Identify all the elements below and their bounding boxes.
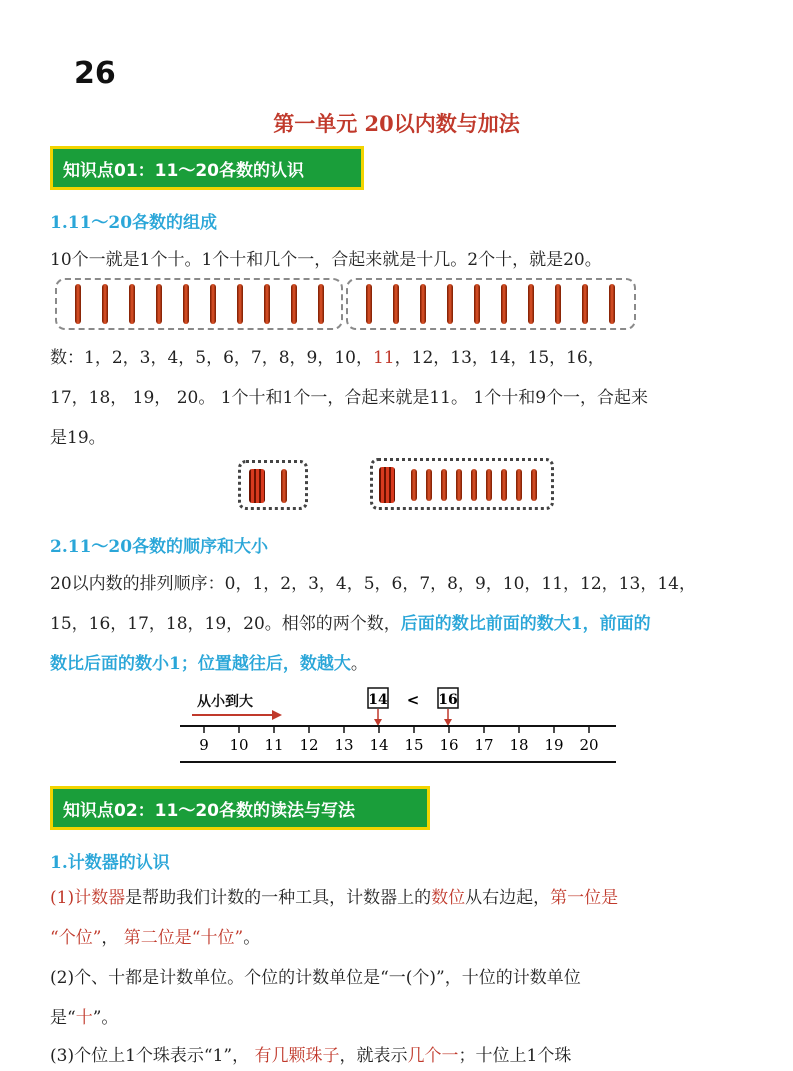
count-line-2: 17，18， 19， 20。 1个十和1个一，合起来就是11。 1个十和9个一，合起来: [50, 388, 649, 408]
how-many-ones: 几个一: [407, 1046, 459, 1066]
tick-label: 9: [199, 736, 209, 754]
single-stick: [411, 469, 417, 501]
single-stick: [486, 469, 492, 501]
counting-stick: [609, 284, 615, 324]
period: 。: [243, 928, 261, 948]
tick-label: 17: [474, 736, 494, 754]
counting-stick: [447, 284, 453, 324]
counting-stick: [75, 284, 81, 324]
tick-label: 20: [579, 736, 599, 754]
compare-left: 14: [368, 692, 388, 708]
ten-term: 十: [75, 1008, 93, 1028]
counter-para-3-line-1: [50, 1046, 571, 1066]
knowledge-point-2-box: [50, 786, 430, 830]
single-stick: [471, 469, 477, 501]
tick-label: 15: [404, 736, 424, 754]
single-stick: [531, 469, 537, 501]
order-rule-1: 后面的数比前面的数大1，前面的: [400, 614, 651, 634]
knowledge-point-1-label: 知识点01：11～20各数的认识: [63, 160, 304, 181]
counting-stick: [393, 284, 399, 324]
count-numbers-rest: ，12，13，14，15，16，: [394, 348, 605, 368]
count-line-3: 是19。: [50, 428, 106, 448]
count-numbers: 1，2，3，4，5，6，7，8，9，10，: [84, 348, 373, 368]
pointer-16-head: [444, 719, 452, 726]
single-stick: [501, 469, 507, 501]
counting-stick: [366, 284, 372, 324]
pointer-14-head: [374, 719, 382, 726]
counting-stick: [528, 284, 534, 324]
composition-text: 10个一就是1个十。1个十和几个一，合起来就是十几。2个十，就是20。: [50, 250, 602, 270]
tens-place-text: 第二位是“十位”: [123, 928, 244, 948]
tick-label: 13: [334, 736, 354, 754]
ten-sticks-group-2: [346, 278, 636, 330]
number-line-figure: [170, 684, 630, 770]
counting-stick: [183, 284, 189, 324]
counting-stick: [156, 284, 162, 324]
tick-label: 11: [264, 736, 284, 754]
tick-label: 19: [544, 736, 564, 754]
ten-bundle: [379, 467, 395, 503]
separator: ，: [101, 928, 124, 948]
counting-stick: [582, 284, 588, 324]
counting-stick: [474, 284, 480, 324]
tick-label: 16: [439, 736, 459, 754]
knowledge-point-1-box: [50, 146, 364, 190]
counting-stick: [129, 284, 135, 324]
counter-para-2-line-1: (2)个、十都是计数单位。个位的计数单位是“一(个)”，十位的计数单位: [50, 968, 581, 988]
single-stick: [456, 469, 462, 501]
tick-label: 12: [299, 736, 319, 754]
order-text: 15，16，17，18，19，20。相邻的两个数，: [50, 614, 401, 634]
count-highlight: 11: [372, 348, 395, 368]
ten-sticks-group-1: [55, 278, 343, 330]
tick-label: 10: [229, 736, 249, 754]
counter-para-1-line-1: [50, 888, 618, 908]
order-end: 。: [350, 654, 368, 674]
arrow-label: 从小到大: [197, 694, 253, 710]
section-3-title: 1.计数器的认识: [50, 853, 170, 873]
nineteen-sticks-picture: [370, 458, 554, 510]
counting-stick: [102, 284, 108, 324]
counting-stick: [264, 284, 270, 324]
single-stick: [281, 469, 287, 503]
count-line-1: [50, 348, 605, 368]
counter-desc-2: 从右边起，: [465, 888, 551, 908]
compare-right: 16: [438, 692, 458, 708]
digit-place-term: 数位: [431, 888, 466, 908]
ten-bundle: [249, 469, 265, 503]
compare-sign: <: [406, 691, 420, 709]
page-number: 26: [74, 56, 116, 91]
para-3-text-2: ，就表示: [339, 1046, 408, 1066]
counting-stick: [291, 284, 297, 324]
counter-term: (1)计数器: [50, 888, 126, 908]
order-line-2: [50, 614, 651, 634]
eleven-sticks-picture: [238, 460, 308, 510]
order-rule-2: 数比后面的数小1；位置越往后，数越大: [50, 654, 351, 674]
counting-stick: [501, 284, 507, 324]
counting-stick: [318, 284, 324, 324]
single-stick: [516, 469, 522, 501]
para-2-text: 是“: [50, 1008, 76, 1028]
tick-label: 18: [509, 736, 529, 754]
para-3-text: (3)个位上1个珠表示“1”，: [50, 1046, 255, 1066]
order-arrow-head: [272, 710, 282, 720]
ones-place-term: “个位”: [50, 928, 102, 948]
unit-title: 第一单元 20以内数与加法: [273, 111, 520, 136]
count-prefix: 数：: [50, 348, 84, 368]
counting-stick: [555, 284, 561, 324]
para-2-end: ”。: [92, 1008, 119, 1028]
first-place-text: 第一位是: [550, 888, 619, 908]
counter-para-2-line-2: [50, 1008, 118, 1028]
single-stick: [441, 469, 447, 501]
counter-desc: 是帮助我们计数的一种工具，计数器上的: [125, 888, 432, 908]
counter-para-1-line-2: [50, 928, 260, 948]
knowledge-point-2-label: 知识点02：11～20各数的读法与写法: [63, 800, 355, 821]
how-many-beads: 有几颗珠子: [254, 1046, 340, 1066]
section-1-title: 1.11～20各数的组成: [50, 213, 218, 233]
single-stick: [426, 469, 432, 501]
tick-label: 14: [369, 736, 389, 754]
order-line-1: 20以内数的排列顺序：0，1，2，3，4，5，6，7，8，9，10，11，12，13，14，: [50, 574, 696, 594]
counting-stick: [420, 284, 426, 324]
counting-stick: [210, 284, 216, 324]
section-2-title: 2.11～20各数的顺序和大小: [50, 537, 269, 557]
para-3-text-3: ；十位上1个珠: [458, 1046, 572, 1066]
order-line-3: [50, 654, 368, 674]
counting-stick: [237, 284, 243, 324]
